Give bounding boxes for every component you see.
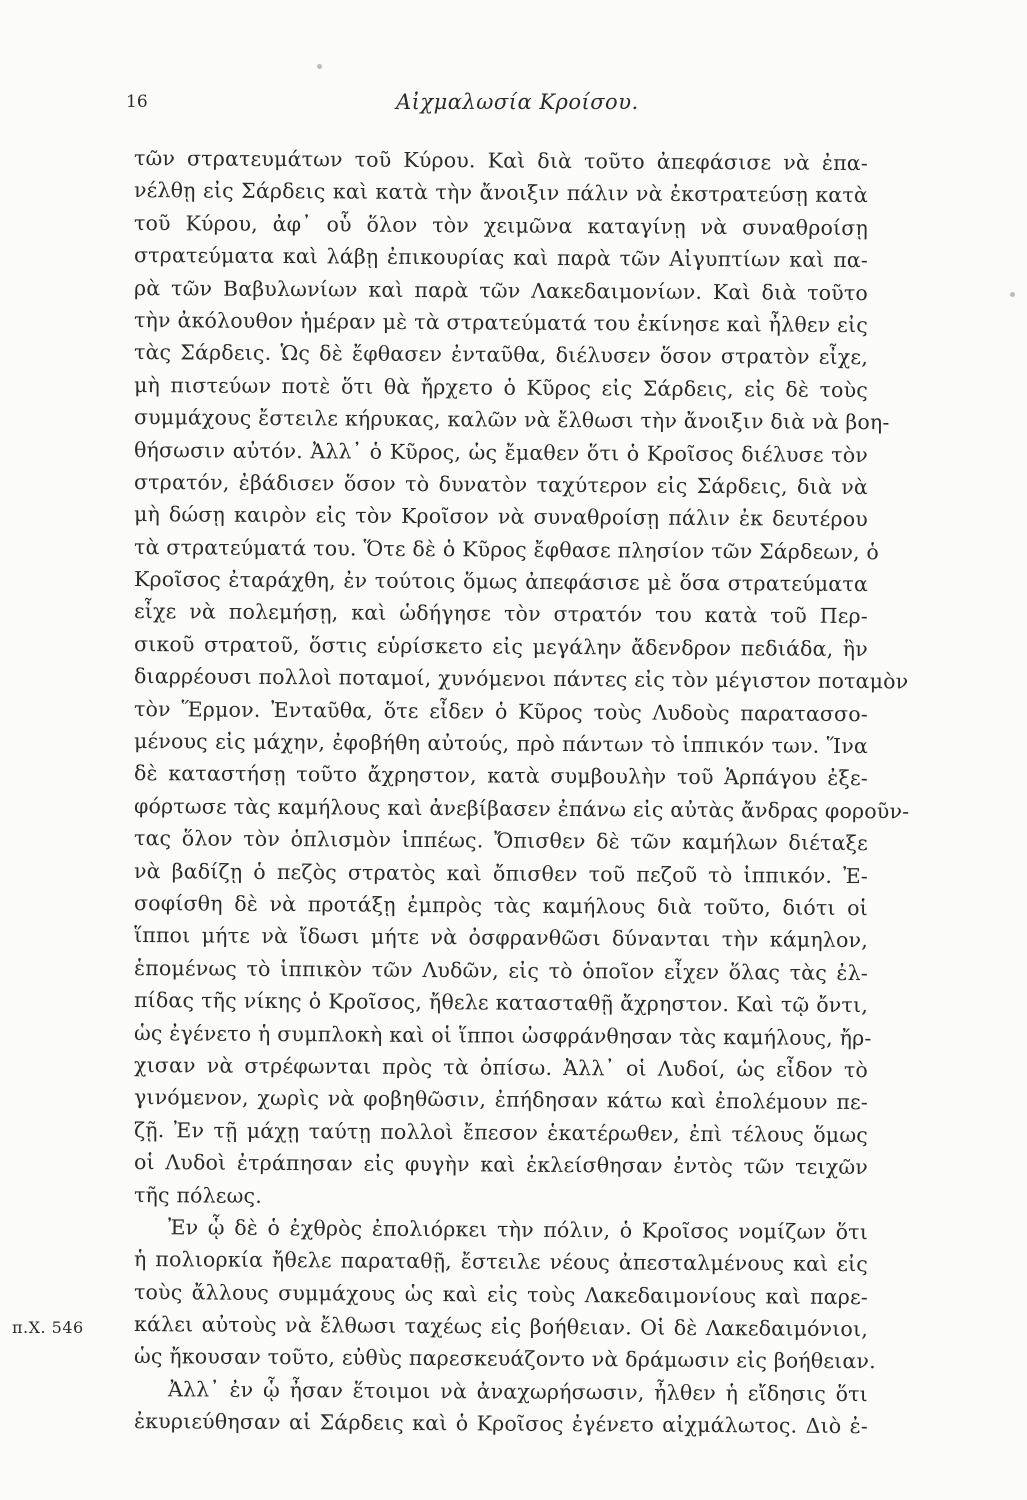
text-line: εἶχε νὰ πολεμήσῃ, καὶ ὡδήγησε τὸν στρατόν του κατὰ τοῦ Περ- [133, 599, 869, 629]
text-line: τὴν ἀκόλουθον ἡμέραν μὲ τὰ στρατεύματά του ἐκίνησε καὶ ἦλθεν εἰς [133, 307, 869, 338]
text-line: μὴ δώσῃ καιρὸν εἰς τὸν Κροῖσον νὰ συναθροίσῃ πάλιν ἐκ δευτέρου [133, 502, 869, 532]
text-line: ὡς ἤκουσαν τοῦτο, εὐθὺς παρεσκευάζοντο νὰ δράμωσιν εἰς βοήθειαν. [133, 1344, 876, 1374]
text-line: ρὰ τῶν Βαβυλωνίων καὶ παρὰ τῶν Λακεδαιμονίων. Καὶ διὰ τοῦτο [133, 275, 869, 305]
paper-speck [317, 64, 322, 69]
text-line: συμμάχους ἔστειλε κήρυκας, καλῶν νὰ ἔλθωσι τὴν ἄνοιξιν διὰ νὰ βοη- [133, 405, 890, 435]
text-line: στρατόν, ἐβάδισεν ὅσον τὸ δυνατὸν ταχύτερον εἰς Σάρδεις, διὰ νὰ [133, 469, 869, 500]
text-line: κάλει αὐτοὺς νὰ ἔλθωσι ταχέως εἰς βοήθειαν. Οἱ δὲ Λακεδαιμόνιοι, [133, 1312, 869, 1342]
text-line: φόρτωσε τὰς καμήλους καὶ ἀνεβίβασεν ἐπάνω εἰς αὐτὰς ἄνδρας φοροῦν- [133, 793, 910, 824]
body-text [133, 142, 910, 1439]
text-line: νὰ βαδίζῃ ὁ πεζὸς στρατὸς καὶ ὄπισθεν τοῦ πεζοῦ τὸ ἱππικόν. Ἐ- [133, 858, 869, 888]
text-line: τῶν στρατευμάτων τοῦ Κύρου. Καὶ διὰ τοῦτο ἀπεφάσισε νὰ ἐπα- [133, 146, 869, 176]
running-title: Αἰχμαλωσία Κροίσου. [396, 90, 639, 114]
text-line: νέλθῃ εἰς Σάρδεις καὶ κατὰ τὴν ἄνοιξιν πάλιν νὰ ἐκστρατεύσῃ κατὰ [133, 178, 869, 208]
text-line: τας ὅλον τὸν ὁπλισμὸν ἱππέως. Ὄπισθεν δὲ τῶν καμήλων διέταξε [133, 826, 869, 856]
text-line: ζῇ. Ἐν τῇ μάχῃ ταύτῃ πολλοὶ ἔπεσον ἑκατέρωθεν, ἐπὶ τέλους ὅμως [133, 1117, 869, 1147]
text-line: δὲ καταστήσῃ τοῦτο ἄχρηστον, κατὰ συμβουλὴν τοῦ Ἁρπάγου ἐξε- [133, 761, 869, 791]
margin-date-note: π.Χ. 546 [12, 1318, 84, 1337]
page-header [126, 86, 886, 126]
text-line: οἱ Λυδοὶ ἐτράπησαν εἰς φυγὴν καὶ ἐκλείσθησαν ἐντὸς τῶν τειχῶν [133, 1150, 869, 1180]
text-line: στρατεύματα καὶ λάβῃ ἐπικουρίας καὶ παρὰ τῶν Αἰγυπτίων καὶ πα- [133, 243, 869, 273]
text-line: διαρρέουσι πολλοὶ ποταμοί, χυνόμενοι πάντες εἰς τὸν μέγιστον ποταμὸν [133, 664, 909, 694]
text-line: πίδας τῆς νίκης ὁ Κροῖσος, ἤθελε κατασταθῇ ἄχρηστον. Καὶ τῷ ὄντι, [133, 988, 869, 1018]
text-line: ἵπποι μήτε νὰ ἴδωσι μήτε νὰ ὀσφρανθῶσι δύνανται τὴν κάμηλον, [133, 923, 869, 953]
text-line: ἐκυριεύθησαν αἱ Σάρδεις καὶ ὁ Κροῖσος ἐγένετο αἰχμάλωτος. Διὸ ἐ- [133, 1409, 869, 1439]
text-line: γινόμενον, χωρὶς νὰ φοβηθῶσιν, ἐπήδησαν κάτω καὶ ἐπολέμουν πε- [133, 1085, 869, 1115]
text-line: τῆς πόλεως. [133, 1182, 263, 1208]
text-line: ἡ πολιορκία ἤθελε παραταθῇ, ἔστειλε νέους ἀπεσταλμένους καὶ εἰς [133, 1247, 869, 1277]
text-line: τὸν Ἕρμον. Ἐνταῦθα, ὅτε εἶδεν ὁ Κῦρος τοὺς Λυδοὺς παρατασσο- [133, 696, 869, 726]
text-line: ἑπομένως τὸ ἱππικὸν τῶν Λυδῶν, εἰς τὸ ὁποῖον εἶχεν ὅλας τὰς ἐλ- [133, 955, 869, 985]
text-line: τὰ στρατεύματά του. Ὅτε δὲ ὁ Κῦρος ἔφθασε πλησίον τῶν Σάρδεων, ὁ [133, 534, 880, 564]
text-line: Κροῖσος ἐταράχθη, ἐν τούτοις ὅμως ἀπεφάσισε μὲ ὅσα στρατεύματα [133, 567, 869, 597]
text-line: σικοῦ στρατοῦ, ὅστις εὑρίσκετο εἰς μεγάλην ἄδενδρον πεδιάδα, ἣν [133, 631, 869, 661]
text-line: μένους εἰς μάχην, ἐφοβήθη αὐτούς, πρὸ πάντων τὸ ἱππικόν των. Ἵνα [133, 729, 869, 759]
text-line: χισαν νὰ στρέφωνται πρὸς τὰ ὀπίσω. Ἀλλ᾽ οἱ Λυδοί, ὡς εἶδον τὸ [133, 1052, 869, 1083]
text-line: τοῦ Κύρου, ἀφ᾽ οὗ ὅλον τὸν χειμῶνα καταγίνῃ νὰ συναθροίσῃ [133, 210, 869, 240]
text-line: μὴ πιστεύων ποτὲ ὅτι θὰ ἤρχετο ὁ Κῦρος εἰς Σάρδεις, εἰς δὲ τοὺς [133, 372, 869, 402]
paper-speck [1010, 292, 1015, 297]
text-line: ὡς ἐγένετο ἡ συμπλοκὴ καὶ οἱ ἵπποι ὠσφράνθησαν τὰς καμήλους, ἤρ- [133, 1020, 872, 1050]
text-line: θήσωσιν αὐτόν. Ἀλλ᾽ ὁ Κῦρος, ὡς ἔμαθεν ὅτι ὁ Κροῖσος διέλυσε τὸν [133, 437, 869, 467]
text-line: σοφίσθη δὲ νὰ προτάξῃ ἐμπρὸς τὰς καμήλους διὰ τοῦτο, διότι οἱ [133, 890, 869, 921]
text-line: Ἐν ᾧ δὲ ὁ ἐχθρὸς ἐπολιόρκει τὴν πόλιν, ὁ Κροῖσος νομίζων ὅτι [167, 1215, 869, 1245]
text-line: τὰς Σάρδεις. Ὡς δὲ ἔφθασεν ἐνταῦθα, διέλυσεν ὅσον στρατὸν εἶχε, [133, 340, 869, 370]
page-number: 16 [126, 92, 148, 112]
text-line: τοὺς ἄλλους συμμάχους ὡς καὶ εἰς τοὺς Λακεδαιμονίους καὶ παρε- [133, 1279, 869, 1309]
text-line: Ἀλλ᾽ ἐν ᾧ ἦσαν ἕτοιμοι νὰ ἀναχωρήσωσιν, ἦλθεν ἡ εἴδησις ὅτι [167, 1377, 869, 1406]
